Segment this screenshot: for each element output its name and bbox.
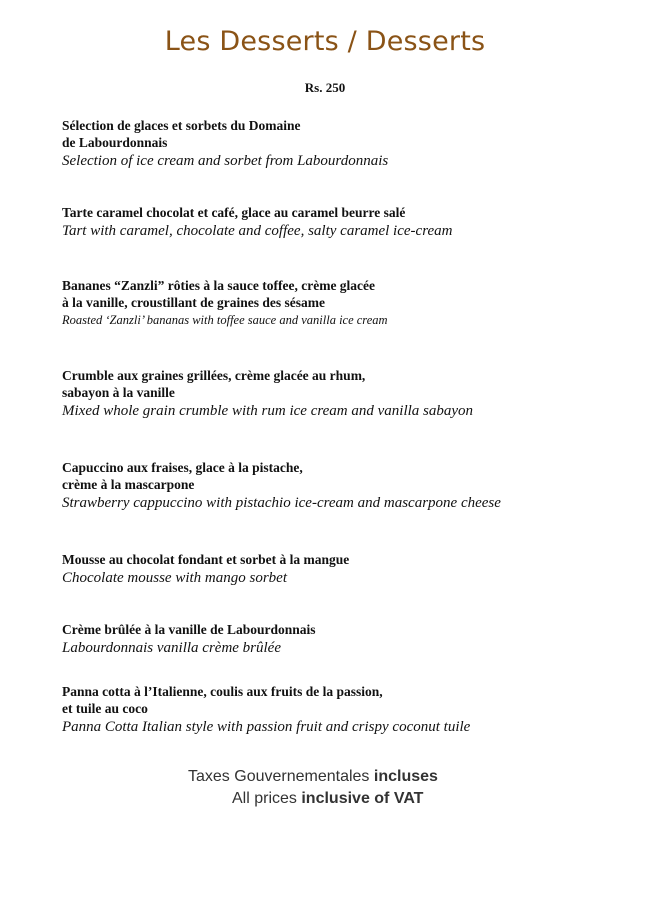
item-english-name: Panna Cotta Italian style with passion fruit and crispy coconut tuile	[62, 719, 471, 735]
item-english-name: Chocolate mousse with mango sorbet	[62, 570, 287, 586]
taxes-bold: incluses	[373, 768, 438, 785]
menu-item	[62, 277, 622, 329]
taxes-note	[0, 768, 650, 786]
menu-item	[62, 117, 622, 171]
item-english-name: Selection of ice cream and sorbet from Labourdonnais	[62, 153, 389, 169]
item-english-name: Mixed whole grain crumble with rum ice cream and vanilla sabayon	[62, 403, 474, 419]
menu-item	[62, 551, 622, 588]
item-french-name-cont: sabayon à la vanille	[62, 385, 175, 400]
menu-item	[62, 204, 622, 241]
vat-bold: inclusive of VAT	[301, 790, 424, 807]
taxes-text: Taxes Gouvernementales	[188, 768, 374, 785]
price-label: Rs. 250	[304, 80, 346, 95]
item-french-name: Crumble aux graines grillées, crème glacée au rhum,	[62, 368, 366, 383]
item-french-name: Sélection de glaces et sorbets du Domaine	[62, 118, 301, 133]
page-title: Les Desserts / Desserts	[164, 26, 486, 57]
item-french-name-cont: de Labourdonnais	[62, 135, 168, 150]
item-french-name: Panna cotta à l’Italienne, coulis aux fruits de la passion,	[62, 684, 383, 699]
vat-text: All prices	[232, 790, 302, 807]
item-french-name-cont: à la vanille, croustillant de graines des sésame	[62, 295, 325, 310]
menu-item	[62, 459, 622, 513]
item-english-name: Tart with caramel, chocolate and coffee, salty caramel ice-cream	[62, 223, 453, 239]
item-french-name-cont: crème à la mascarpone	[62, 477, 195, 492]
item-french-name: Tarte caramel chocolat et café, glace au caramel beurre salé	[62, 205, 406, 220]
item-french-name: Capuccino aux fraises, glace à la pistache,	[62, 460, 303, 475]
item-english-name: Labourdonnais vanilla crème brûlée	[62, 640, 282, 656]
item-french-name: Mousse au chocolat fondant et sorbet à la mangue	[62, 552, 350, 567]
vat-note	[0, 790, 650, 808]
menu-item	[62, 683, 622, 737]
menu-item	[62, 367, 622, 421]
item-english-name: Roasted ‘Zanzli’ bananas with toffee sauce and vanilla ice cream	[62, 313, 388, 327]
item-english-name: Strawberry cappuccino with pistachio ice-cream and mascarpone cheese	[62, 495, 501, 511]
item-french-name: Crème brûlée à la vanille de Labourdonnais	[62, 622, 316, 637]
item-french-name-cont: et tuile au coco	[62, 701, 148, 716]
item-french-name: Bananes “Zanzli” rôties à la sauce toffee, crème glacée	[62, 278, 376, 293]
menu-item	[62, 621, 622, 658]
